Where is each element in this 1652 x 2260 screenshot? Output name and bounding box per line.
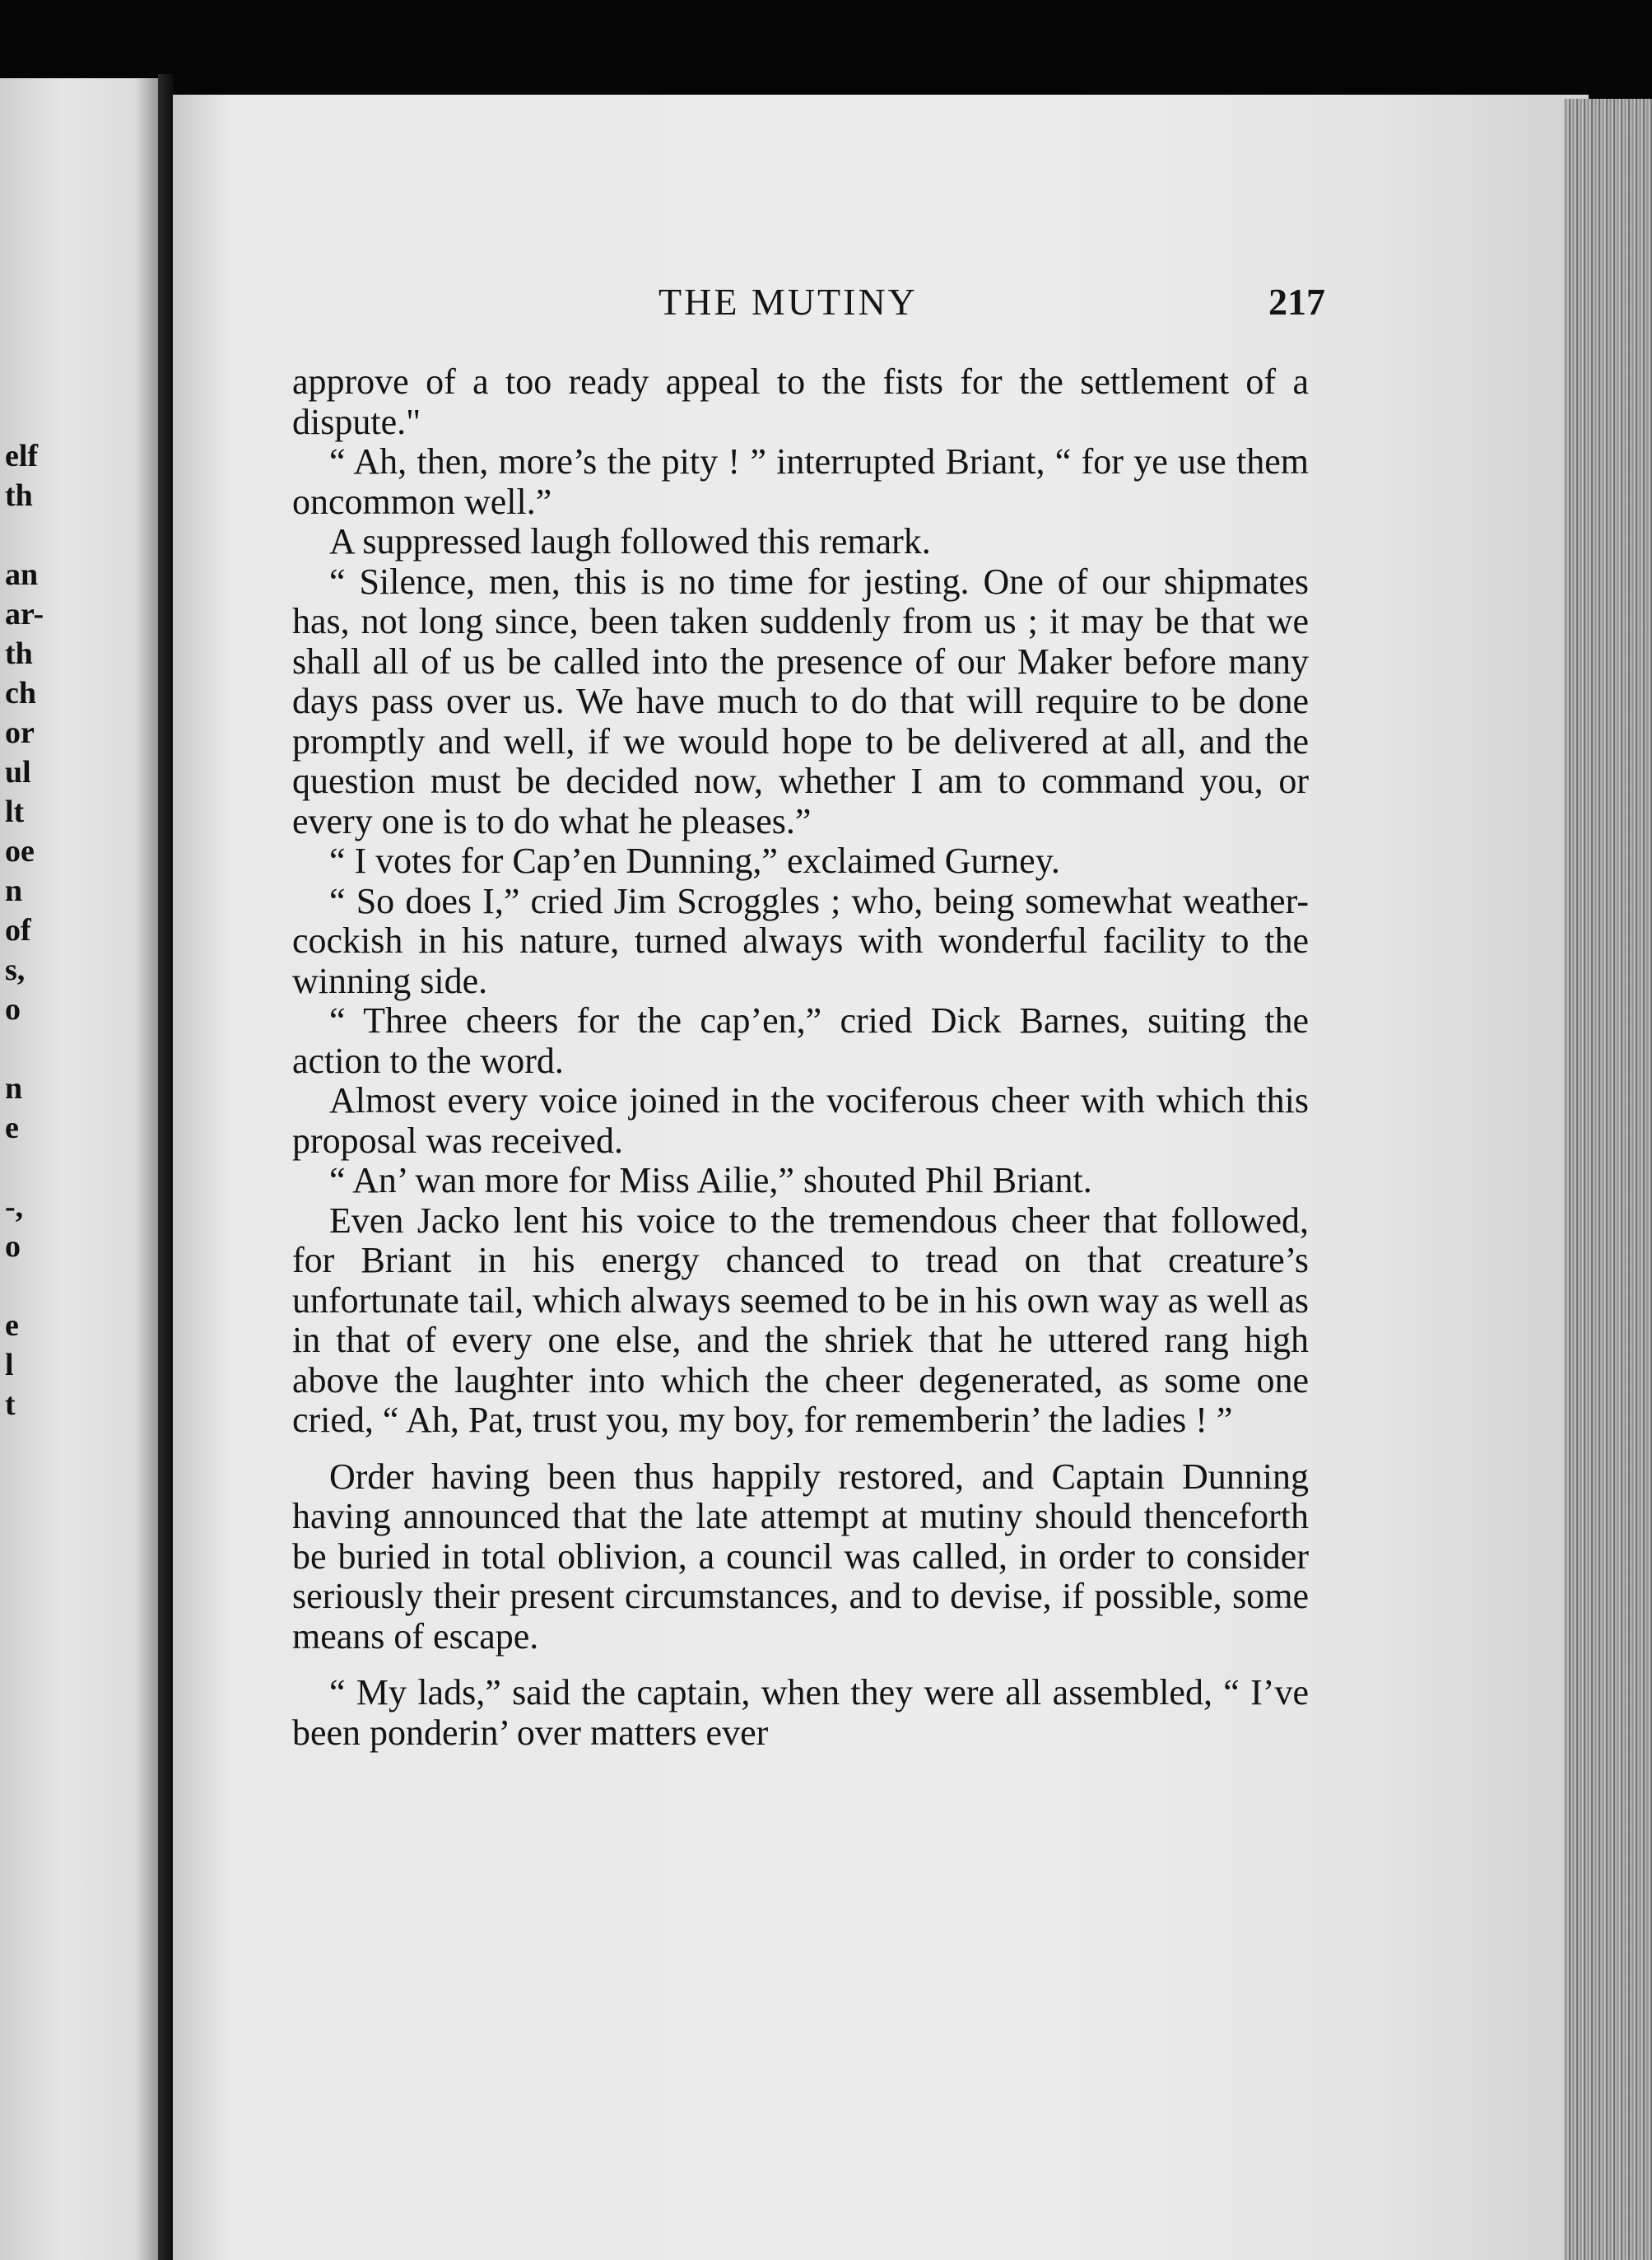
left-fragment: -, — [5, 1190, 24, 1224]
left-fragment — [0, 515, 158, 555]
running-title: THE MUTINY — [658, 281, 918, 323]
paragraph: “ Silence, men, this is no time for jesting. One of our shipmates has, not long since, been taken suddenly from us ; it may be that we shall all of us be called into the presence of our Maker before many days pass over us. We have much to do that will require to be done promptly and well, if we would hope to be delivered at all, and the question must be decided now, whether I am to command you, or every one is to do what he pleases.” — [292, 561, 1309, 841]
paragraph: Almost every voice joined in the vociferous cheer with which this proposal was received. — [292, 1080, 1309, 1161]
left-fragment: o — [5, 1229, 21, 1264]
left-fragment: th — [5, 636, 33, 671]
left-fragment: s, — [5, 953, 26, 987]
paragraph: approve of a too ready appeal to the fists for the settlement of a dispute." — [292, 361, 1309, 442]
left-fragment: n — [5, 1071, 23, 1106]
body-text — [292, 362, 1309, 1753]
page-number: 217 — [1268, 281, 1325, 323]
paragraph: “ Ah, then, more’s the pity ! ” interrupted Briant, “ for ye use them oncommon well.” — [292, 441, 1309, 522]
left-fragment: o — [5, 992, 21, 1027]
left-fragment: oe — [5, 834, 35, 869]
running-head — [255, 280, 1325, 338]
left-fragment: ul — [5, 755, 31, 790]
left-fragment: ar- — [5, 597, 44, 631]
paragraph: Order having been thus happily restored, and Captain Dunning having announced that the late attempt at mutiny should thenceforth be buried in total oblivion, a council was called, in order to consider seriously their present circumstances, and to devise, if possible, some means of escape. — [292, 1456, 1309, 1657]
paragraph: “ My lads,” said the captain, when they were all assembled, “ I’ve been ponderin’ over matters ever — [292, 1672, 1309, 1753]
left-fragment: e — [5, 1111, 19, 1145]
paragraph: “ I votes for Cap’en Dunning,” exclaimed Gurney. — [329, 841, 1060, 881]
left-fragment: or — [5, 715, 35, 750]
left-fragment: l — [5, 1348, 14, 1382]
paragraph: A suppressed laugh followed this remark. — [329, 521, 931, 562]
left-fragment: th — [5, 478, 33, 513]
left-fragment: of — [5, 913, 31, 948]
left-fragment: lt — [5, 794, 25, 829]
paragraph: “ An’ wan more for Miss Ailie,” shouted Phil Briant. — [329, 1160, 1092, 1200]
left-fragment: elf — [5, 439, 39, 473]
book-gutter — [158, 74, 175, 2260]
left-fragment — [0, 1148, 158, 1187]
left-fragment: e — [5, 1308, 19, 1343]
paragraph: Even Jacko lent his voice to the tremendous cheer that followed, for Briant in his energy chanced to tread on that creature’s unfortunate tail, which always seemed to be in his own way as well as in that of every one else, and the shriek that he uttered rang high above the laughter into which the cheer degenerated, as some one cried, “ Ah, Pat, trust you, my boy, for rememberin’ the ladies ! ” — [292, 1200, 1309, 1440]
left-fragment: an — [5, 557, 39, 592]
left-fragment: t — [5, 1387, 16, 1422]
left-fragment — [0, 1266, 158, 1306]
left-fragment — [0, 1029, 158, 1069]
left-page — [0, 78, 158, 2260]
left-page-text-fragments — [0, 436, 158, 1424]
left-fragment: n — [5, 874, 23, 908]
left-fragment: ch — [5, 676, 36, 711]
paragraph: “ So does I,” cried Jim Scroggles ; who, being somewhat weather-cockish in his nature, turned always with wonderful facility to the winning side. — [292, 880, 1309, 1001]
page-edges — [1564, 99, 1652, 2260]
paragraph: “ Three cheers for the cap’en,” cried Dick Barnes, suiting the action to the word. — [292, 1000, 1309, 1081]
